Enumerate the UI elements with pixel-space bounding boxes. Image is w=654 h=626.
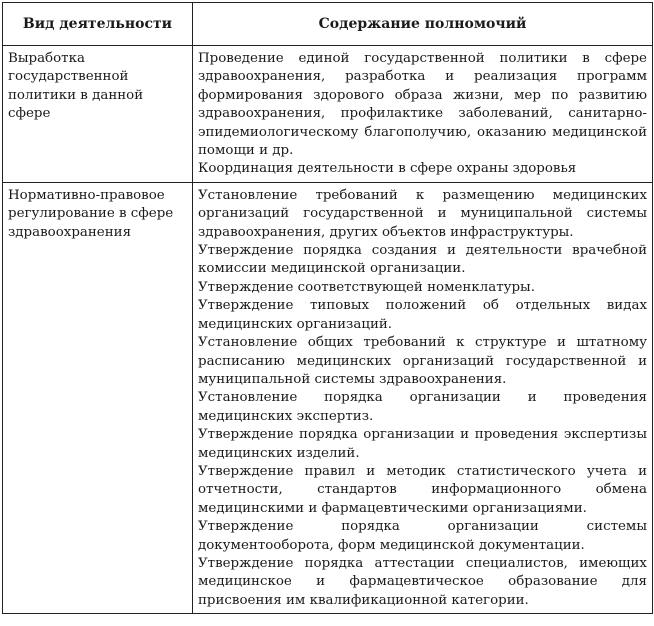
content-item: Установление требований к размещению медицинских организаций государственной и муниципальной системы здравоохранения, других объектов инфраструктуры.	[198, 187, 647, 240]
activity-cell: Выработка государственной политики в данной сфере	[3, 46, 193, 183]
column-header-content: Содержание полномочий	[193, 3, 653, 46]
content-item: Установление порядка организации и проведения медицинских экспертиз.	[198, 390, 647, 424]
powers-table	[2, 2, 653, 614]
content-cell	[193, 46, 653, 183]
content-item: Установление общих требований к структуре и штатному расписанию медицинских организаций государственной и муниципальной системы здравоохранения.	[198, 335, 647, 387]
column-header-activity: Вид деятельности	[3, 3, 193, 46]
activity-cell: Нормативно-правовое регулирование в сфере здравоохранения	[3, 182, 193, 613]
content-item: Утверждение порядка организации и проведения экспертизы медицинских изделий.	[198, 427, 647, 461]
table-row	[3, 182, 653, 613]
table-header-row	[3, 3, 653, 46]
table-row	[3, 46, 653, 183]
content-item: Утверждение правил и методик статистического учета и отчетности, стандартов информационного обмена медицинскими и фармацевтическими организациями.	[198, 463, 647, 516]
content-item: Координация деятельности в сфере охраны здоровья	[198, 161, 577, 177]
content-item: Утверждение порядка аттестации специалистов, имеющих медицинское и фармацевтическое образование для присвоения им квалификационной категории.	[198, 555, 647, 608]
content-item: Проведение единой государственной политики в сфере здравоохранения, разработка и реализация программ формирования здорового образа жизни, мер по развитию здравоохранения, профилактике заболеваний, санитарно-эпидемиологическому благополучию, оказанию медицинской помощи и др.	[198, 51, 647, 159]
content-item: Утверждение типовых положений об отдельных видах медицинских организаций.	[198, 298, 647, 332]
content-item: Утверждение порядка создания и деятельности врачебной комиссии медицинской организации.	[198, 243, 647, 277]
content-item: Утверждение порядка организации системы документооборота, форм медицинской документации.	[198, 519, 647, 553]
content-cell	[193, 182, 653, 613]
content-item: Утверждение соответствующей номенклатуры.	[198, 279, 535, 295]
